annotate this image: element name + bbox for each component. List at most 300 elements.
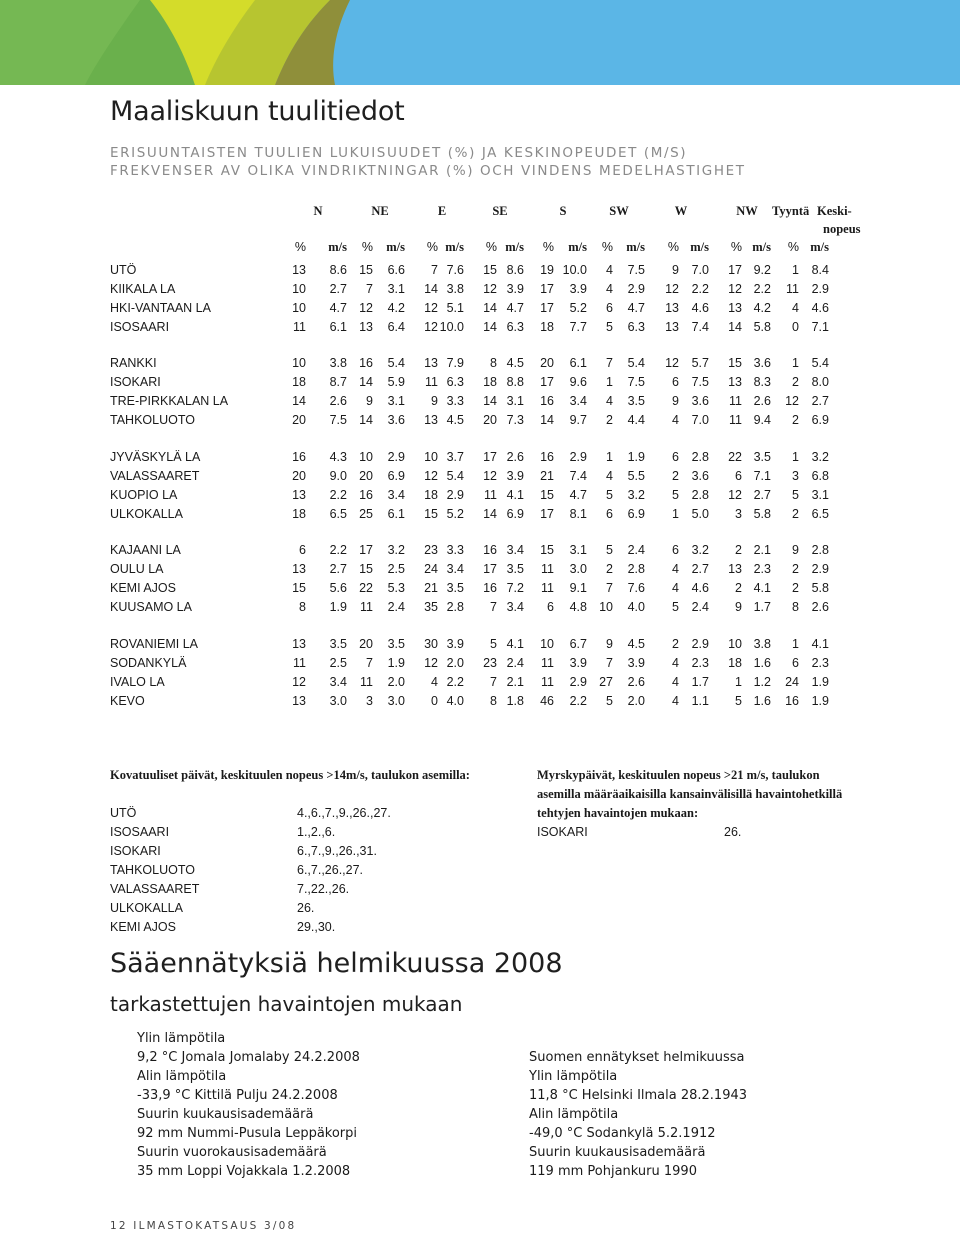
table-cell: 16 bbox=[483, 543, 497, 557]
table-cell: 24 bbox=[424, 562, 438, 576]
table-cell: 2 bbox=[792, 375, 799, 389]
table-cell: 4.0 bbox=[446, 694, 464, 708]
table-cell: 2.0 bbox=[446, 656, 464, 670]
table-cell: 8.4 bbox=[811, 263, 829, 277]
table-cell: 46 bbox=[540, 694, 554, 708]
table-cell: 8 bbox=[490, 694, 497, 708]
table-cell: 4 bbox=[606, 394, 613, 408]
table-cell: 12 bbox=[424, 301, 438, 315]
table-cell: 3.4 bbox=[387, 488, 405, 502]
table-cell: 3.2 bbox=[691, 543, 709, 557]
table-cell: 16 bbox=[785, 694, 799, 708]
ms-unit-header: m/s bbox=[386, 240, 405, 254]
table-cell: 4 bbox=[606, 469, 613, 483]
storm-station: KEMI AJOS bbox=[110, 920, 176, 934]
table-cell: 16 bbox=[292, 450, 306, 464]
table-cell: 17 bbox=[359, 543, 373, 557]
table-cell: 4 bbox=[792, 301, 799, 315]
table-cell: 2.3 bbox=[691, 656, 709, 670]
direction-header-nw: NW bbox=[736, 204, 758, 218]
table-cell: 5 bbox=[606, 694, 613, 708]
table-cell: 5.4 bbox=[446, 469, 464, 483]
table-cell: 1 bbox=[606, 450, 613, 464]
table-cell: 15 bbox=[540, 488, 554, 502]
table-cell: 3.0 bbox=[569, 562, 587, 576]
table-cell: 2.9 bbox=[691, 637, 709, 651]
station-name: TRE-PIRKKALAN LA bbox=[110, 394, 229, 408]
table-cell: 13 bbox=[359, 320, 373, 334]
table-cell: 14 bbox=[483, 507, 497, 521]
station-name: ISOKARI bbox=[110, 375, 161, 389]
table-cell: 16 bbox=[540, 394, 554, 408]
mean-header-2: nopeus bbox=[823, 222, 861, 236]
table-cell: 5 bbox=[672, 488, 679, 502]
storm-days: 6.,7.,9.,26.,31. bbox=[297, 844, 377, 858]
table-cell: 9.7 bbox=[569, 413, 587, 427]
calm-header: Tyyntä bbox=[772, 204, 810, 218]
table-cell: 4 bbox=[672, 581, 679, 595]
table-cell: 4 bbox=[606, 282, 613, 296]
table-cell: 22 bbox=[359, 581, 373, 595]
station-name: ULKOKALLA bbox=[110, 507, 183, 521]
table-cell: 13 bbox=[728, 375, 742, 389]
table-cell: 4.7 bbox=[506, 301, 524, 315]
table-cell: 3.4 bbox=[506, 543, 524, 557]
direction-header-sw: SW bbox=[609, 204, 629, 218]
table-cell: 14 bbox=[728, 320, 742, 334]
table-cell: 4.1 bbox=[811, 637, 829, 651]
table-cell: 3.5 bbox=[753, 450, 771, 464]
table-cell: 7.2 bbox=[506, 581, 524, 595]
storm-days: 26. bbox=[297, 901, 315, 915]
table-cell: 17 bbox=[728, 263, 742, 277]
table-cell: 2.2 bbox=[753, 282, 771, 296]
table-cell: 7 bbox=[606, 656, 613, 670]
table-cell: 12 bbox=[728, 488, 742, 502]
station-name: ISOSAARI bbox=[110, 320, 170, 334]
storm-days: 4.,6.,7.,9.,26.,27. bbox=[297, 806, 391, 820]
table-cell: 5.8 bbox=[753, 320, 771, 334]
table-cell: 3 bbox=[792, 469, 799, 483]
ms-unit-header: m/s bbox=[626, 240, 645, 254]
finland-record-line: 119 mm Pohjankuru 1990 bbox=[529, 1164, 697, 1179]
table-cell: 1.9 bbox=[387, 656, 405, 670]
table-cell: 4.7 bbox=[569, 488, 587, 502]
station-name: KAJAANI LA bbox=[110, 543, 181, 557]
table-cell: 2 bbox=[792, 562, 799, 576]
record-line: Alin lämpötila bbox=[137, 1069, 227, 1084]
table-cell: 10 bbox=[292, 356, 306, 370]
storm-station: ISOSAARI bbox=[110, 825, 170, 839]
table-cell: 9.4 bbox=[753, 413, 771, 427]
table-cell: 3.4 bbox=[569, 394, 587, 408]
table-cell: 8.8 bbox=[506, 375, 524, 389]
table-cell: 7.5 bbox=[627, 263, 645, 277]
table-cell: 8 bbox=[299, 600, 306, 614]
gale-days: 26. bbox=[724, 825, 742, 839]
table-cell: 20 bbox=[292, 469, 306, 483]
table-cell: 3.6 bbox=[753, 356, 771, 370]
table-cell: 11 bbox=[293, 656, 306, 670]
pct-unit-header: % bbox=[730, 240, 742, 254]
table-cell: 7 bbox=[606, 356, 613, 370]
table-cell: 7.6 bbox=[627, 581, 645, 595]
table-cell: 2.7 bbox=[329, 282, 347, 296]
ms-unit-header: m/s bbox=[690, 240, 709, 254]
table-cell: 10 bbox=[540, 637, 554, 651]
table-cell: 5.7 bbox=[691, 356, 709, 370]
ms-unit-header: m/s bbox=[328, 240, 347, 254]
table-cell: 9.1 bbox=[569, 581, 587, 595]
table-cell: 2.2 bbox=[446, 675, 464, 689]
pct-unit-header: % bbox=[787, 240, 799, 254]
table-cell: 7.1 bbox=[753, 469, 771, 483]
table-cell: 5.1 bbox=[446, 301, 464, 315]
table-cell: 12 bbox=[424, 656, 438, 670]
table-cell: 15 bbox=[540, 543, 554, 557]
table-cell: 2.2 bbox=[569, 694, 587, 708]
table-cell: 24 bbox=[785, 675, 799, 689]
table-cell: 20 bbox=[483, 413, 497, 427]
table-cell: 6 bbox=[672, 450, 679, 464]
record-line: 35 mm Loppi Vojakkala 1.2.2008 bbox=[137, 1164, 351, 1179]
table-cell: 1.8 bbox=[506, 694, 524, 708]
table-cell: 6.1 bbox=[387, 507, 405, 521]
table-cell: 4.5 bbox=[506, 356, 524, 370]
table-cell: 7.1 bbox=[811, 320, 829, 334]
table-cell: 2.9 bbox=[569, 675, 587, 689]
pct-unit-header: % bbox=[294, 240, 306, 254]
table-cell: 11 bbox=[786, 282, 799, 296]
table-cell: 5.5 bbox=[627, 469, 645, 483]
storm-days: 6.,7.,26.,27. bbox=[297, 863, 364, 877]
table-cell: 18 bbox=[292, 507, 306, 521]
table-cell: 18 bbox=[292, 375, 306, 389]
table-cell: 11 bbox=[484, 488, 497, 502]
table-cell: 4 bbox=[672, 675, 679, 689]
direction-header-s: S bbox=[559, 204, 567, 218]
table-cell: 3.3 bbox=[446, 543, 464, 557]
table-cell: 8.3 bbox=[753, 375, 771, 389]
table-cell: 3.2 bbox=[811, 450, 829, 464]
table-cell: 6.3 bbox=[506, 320, 524, 334]
table-cell: 1 bbox=[792, 450, 799, 464]
table-cell: 6.1 bbox=[329, 320, 347, 334]
table-cell: 5 bbox=[606, 320, 613, 334]
table-cell: 6.9 bbox=[627, 507, 645, 521]
table-cell: 5.6 bbox=[329, 581, 347, 595]
table-cell: 12 bbox=[665, 356, 679, 370]
table-cell: 7 bbox=[431, 263, 438, 277]
table-cell: 12 bbox=[359, 301, 373, 315]
table-cell: 5.4 bbox=[627, 356, 645, 370]
table-cell: 2.9 bbox=[387, 450, 405, 464]
table-cell: 8.1 bbox=[569, 507, 587, 521]
table-cell: 1.2 bbox=[753, 675, 771, 689]
storm-days: 7.,22.,26. bbox=[297, 882, 350, 896]
table-cell: 12 bbox=[483, 469, 497, 483]
table-cell: 17 bbox=[540, 301, 554, 315]
table-cell: 13 bbox=[728, 562, 742, 576]
table-cell: 1.9 bbox=[627, 450, 645, 464]
table-cell: 11 bbox=[729, 413, 742, 427]
table-cell: 14 bbox=[359, 413, 373, 427]
table-cell: 10.0 bbox=[439, 320, 464, 334]
table-cell: 7.9 bbox=[446, 356, 464, 370]
table-cell: 5.8 bbox=[753, 507, 771, 521]
table-cell: 3.1 bbox=[387, 282, 405, 296]
subtitle-swedish: FREKVENSER AV OLIKA VINDRIKTNINGAR (%) OCH VINDENS MEDELHASTIGHET bbox=[110, 163, 746, 179]
table-cell: 6.9 bbox=[387, 469, 405, 483]
table-cell: 6.9 bbox=[506, 507, 524, 521]
table-cell: 9 bbox=[366, 394, 373, 408]
pct-unit-header: % bbox=[542, 240, 554, 254]
table-cell: 5 bbox=[735, 694, 742, 708]
table-cell: 2 bbox=[792, 413, 799, 427]
table-cell: 6 bbox=[299, 543, 306, 557]
table-cell: 17 bbox=[540, 375, 554, 389]
table-cell: 3.4 bbox=[506, 600, 524, 614]
table-cell: 2.9 bbox=[627, 282, 645, 296]
table-cell: 2.6 bbox=[811, 600, 829, 614]
table-cell: 17 bbox=[540, 282, 554, 296]
table-cell: 2.9 bbox=[569, 450, 587, 464]
table-cell: 4.3 bbox=[329, 450, 347, 464]
pct-unit-header: % bbox=[667, 240, 679, 254]
table-cell: 5.2 bbox=[569, 301, 587, 315]
table-cell: 6 bbox=[547, 600, 554, 614]
storm-days: 29.,30. bbox=[297, 920, 336, 934]
station-name: KUOPIO LA bbox=[110, 488, 178, 502]
table-cell: 12 bbox=[424, 469, 438, 483]
table-cell: 7.5 bbox=[691, 375, 709, 389]
station-name: ROVANIEMI LA bbox=[110, 637, 198, 651]
table-cell: 18 bbox=[483, 375, 497, 389]
table-cell: 6 bbox=[672, 543, 679, 557]
table-cell: 2.7 bbox=[753, 488, 771, 502]
storm-station: UTÖ bbox=[110, 806, 137, 820]
table-cell: 4.4 bbox=[627, 413, 645, 427]
table-cell: 20 bbox=[292, 413, 306, 427]
table-cell: 3.2 bbox=[627, 488, 645, 502]
table-cell: 2.9 bbox=[446, 488, 464, 502]
table-cell: 2.7 bbox=[329, 562, 347, 576]
direction-header-w: W bbox=[674, 204, 688, 218]
table-cell: 3.9 bbox=[569, 282, 587, 296]
table-cell: 4.2 bbox=[753, 301, 771, 315]
table-cell: 2 bbox=[735, 581, 742, 595]
table-cell: 12 bbox=[292, 675, 306, 689]
table-cell: 5 bbox=[606, 488, 613, 502]
table-cell: 3.1 bbox=[811, 488, 829, 502]
table-cell: 6 bbox=[606, 301, 613, 315]
table-cell: 21 bbox=[424, 581, 438, 595]
pct-unit-header: % bbox=[601, 240, 613, 254]
table-cell: 2.0 bbox=[387, 675, 405, 689]
table-cell: 11 bbox=[293, 320, 306, 334]
table-cell: 6.3 bbox=[627, 320, 645, 334]
table-cell: 7.6 bbox=[446, 263, 464, 277]
direction-header-se: SE bbox=[492, 204, 508, 218]
table-cell: 10 bbox=[728, 637, 742, 651]
table-cell: 4.6 bbox=[811, 301, 829, 315]
table-cell: 6 bbox=[606, 507, 613, 521]
finland-record-line: Ylin lämpötila bbox=[529, 1069, 618, 1084]
table-cell: 13 bbox=[424, 356, 438, 370]
table-cell: 8 bbox=[792, 600, 799, 614]
table-cell: 7.7 bbox=[569, 320, 587, 334]
table-cell: 7.5 bbox=[329, 413, 347, 427]
table-cell: 9.2 bbox=[753, 263, 771, 277]
table-cell: 10 bbox=[599, 600, 613, 614]
table-cell: 1.7 bbox=[753, 600, 771, 614]
table-cell: 19 bbox=[540, 263, 554, 277]
table-cell: 2.8 bbox=[691, 488, 709, 502]
gale-station: ISOKARI bbox=[537, 825, 588, 839]
table-cell: 2.3 bbox=[753, 562, 771, 576]
table-cell: 4.6 bbox=[691, 301, 709, 315]
station-name: HKI-VANTAAN LA bbox=[110, 301, 211, 315]
record-line: 9,2 °C Jomala Jomalaby 24.2.2008 bbox=[137, 1050, 360, 1065]
table-cell: 3.5 bbox=[446, 581, 464, 595]
table-cell: 2.8 bbox=[446, 600, 464, 614]
pct-unit-header: % bbox=[485, 240, 497, 254]
table-cell: 4.2 bbox=[387, 301, 405, 315]
station-name: KEVO bbox=[110, 694, 145, 708]
storm-days-title: Kovatuuliset päivät, keskituulen nopeus >14m/s, taulukon asemilla: bbox=[110, 768, 470, 782]
table-cell: 1 bbox=[792, 637, 799, 651]
table-cell: 2 bbox=[792, 581, 799, 595]
table-cell: 2.6 bbox=[627, 675, 645, 689]
table-cell: 15 bbox=[728, 356, 742, 370]
table-cell: 15 bbox=[359, 263, 373, 277]
table-cell: 2 bbox=[735, 543, 742, 557]
table-cell: 13 bbox=[665, 320, 679, 334]
table-cell: 4.8 bbox=[569, 600, 587, 614]
table-cell: 1 bbox=[792, 356, 799, 370]
table-cell: 9.0 bbox=[329, 469, 347, 483]
table-cell: 23 bbox=[483, 656, 497, 670]
station-name: KIIKALA LA bbox=[110, 282, 176, 296]
table-cell: 2.4 bbox=[387, 600, 405, 614]
table-cell: 17 bbox=[483, 450, 497, 464]
table-cell: 2.4 bbox=[506, 656, 524, 670]
table-cell: 22 bbox=[728, 450, 742, 464]
table-cell: 2.8 bbox=[811, 543, 829, 557]
table-cell: 3.9 bbox=[446, 637, 464, 651]
table-cell: 5.4 bbox=[811, 356, 829, 370]
table-cell: 5.3 bbox=[387, 581, 405, 595]
table-cell: 7 bbox=[366, 656, 373, 670]
table-cell: 5.8 bbox=[811, 581, 829, 595]
table-cell: 20 bbox=[540, 356, 554, 370]
table-cell: 23 bbox=[424, 543, 438, 557]
table-cell: 2.4 bbox=[691, 600, 709, 614]
table-cell: 6.6 bbox=[387, 263, 405, 277]
station-name: KUUSAMO LA bbox=[110, 600, 192, 614]
table-cell: 9 bbox=[431, 394, 438, 408]
table-cell: 3.1 bbox=[569, 543, 587, 557]
table-cell: 5.0 bbox=[691, 507, 709, 521]
table-cell: 3.9 bbox=[506, 282, 524, 296]
table-cell: 4 bbox=[672, 562, 679, 576]
table-cell: 7 bbox=[606, 581, 613, 595]
table-cell: 6.5 bbox=[329, 507, 347, 521]
table-cell: 2 bbox=[606, 562, 613, 576]
table-cell: 3.6 bbox=[387, 413, 405, 427]
table-cell: 17 bbox=[540, 507, 554, 521]
table-cell: 7 bbox=[490, 675, 497, 689]
table-cell: 14 bbox=[540, 413, 554, 427]
ms-unit-header: m/s bbox=[568, 240, 587, 254]
table-cell: 15 bbox=[424, 507, 438, 521]
table-cell: 1.6 bbox=[753, 656, 771, 670]
table-cell: 1 bbox=[672, 507, 679, 521]
table-cell: 1.9 bbox=[811, 694, 829, 708]
table-cell: 1 bbox=[606, 375, 613, 389]
table-cell: 8.6 bbox=[506, 263, 524, 277]
table-cell: 11 bbox=[541, 656, 554, 670]
page-footer: 12 ILMASTOKATSAUS 3/08 bbox=[110, 1220, 297, 1232]
table-cell: 2.6 bbox=[753, 394, 771, 408]
table-cell: 4 bbox=[606, 263, 613, 277]
table-cell: 16 bbox=[359, 488, 373, 502]
table-cell: 4.5 bbox=[446, 413, 464, 427]
storm-station: ULKOKALLA bbox=[110, 901, 183, 915]
table-cell: 4.1 bbox=[753, 581, 771, 595]
direction-header-ne: NE bbox=[371, 204, 389, 218]
record-line: -33,9 °C Kittilä Pulju 24.2.2008 bbox=[137, 1088, 338, 1103]
table-cell: 3.5 bbox=[387, 637, 405, 651]
page-title: Maaliskuun tuulitiedot bbox=[110, 96, 405, 127]
table-cell: 4.6 bbox=[691, 581, 709, 595]
table-cell: 16 bbox=[540, 450, 554, 464]
station-name: UTÖ bbox=[110, 263, 137, 277]
table-cell: 10.0 bbox=[562, 263, 587, 277]
table-cell: 0 bbox=[792, 320, 799, 334]
direction-header-n: N bbox=[313, 204, 323, 218]
table-cell: 3.2 bbox=[387, 543, 405, 557]
station-name: TAHKOLUOTO bbox=[110, 413, 195, 427]
table-cell: 11 bbox=[425, 375, 438, 389]
table-cell: 2 bbox=[672, 637, 679, 651]
table-cell: 11 bbox=[541, 581, 554, 595]
table-cell: 3.8 bbox=[753, 637, 771, 651]
ms-unit-header: m/s bbox=[445, 240, 464, 254]
table-cell: 4 bbox=[431, 675, 438, 689]
table-cell: 3.0 bbox=[387, 694, 405, 708]
station-name: IVALO LA bbox=[110, 675, 165, 689]
subtitle-finnish: ERISUUNTAISTEN TUULIEN LUKUISUUDET (%) JA KESKINOPEUDET (M/S) bbox=[110, 145, 688, 161]
table-cell: 9 bbox=[672, 263, 679, 277]
table-cell: 6 bbox=[735, 469, 742, 483]
table-cell: 11 bbox=[541, 675, 554, 689]
table-cell: 3.6 bbox=[691, 394, 709, 408]
table-cell: 14 bbox=[483, 301, 497, 315]
table-cell: 4.7 bbox=[329, 301, 347, 315]
table-cell: 7.0 bbox=[691, 413, 709, 427]
table-cell: 14 bbox=[292, 394, 306, 408]
storm-station: ISOKARI bbox=[110, 844, 161, 858]
table-cell: 7 bbox=[366, 282, 373, 296]
table-cell: 2.1 bbox=[506, 675, 524, 689]
table-cell: 17 bbox=[483, 562, 497, 576]
table-cell: 11 bbox=[729, 394, 742, 408]
table-cell: 20 bbox=[359, 469, 373, 483]
table-cell: 6.4 bbox=[387, 320, 405, 334]
table-cell: 13 bbox=[424, 413, 438, 427]
table-cell: 11 bbox=[360, 675, 373, 689]
